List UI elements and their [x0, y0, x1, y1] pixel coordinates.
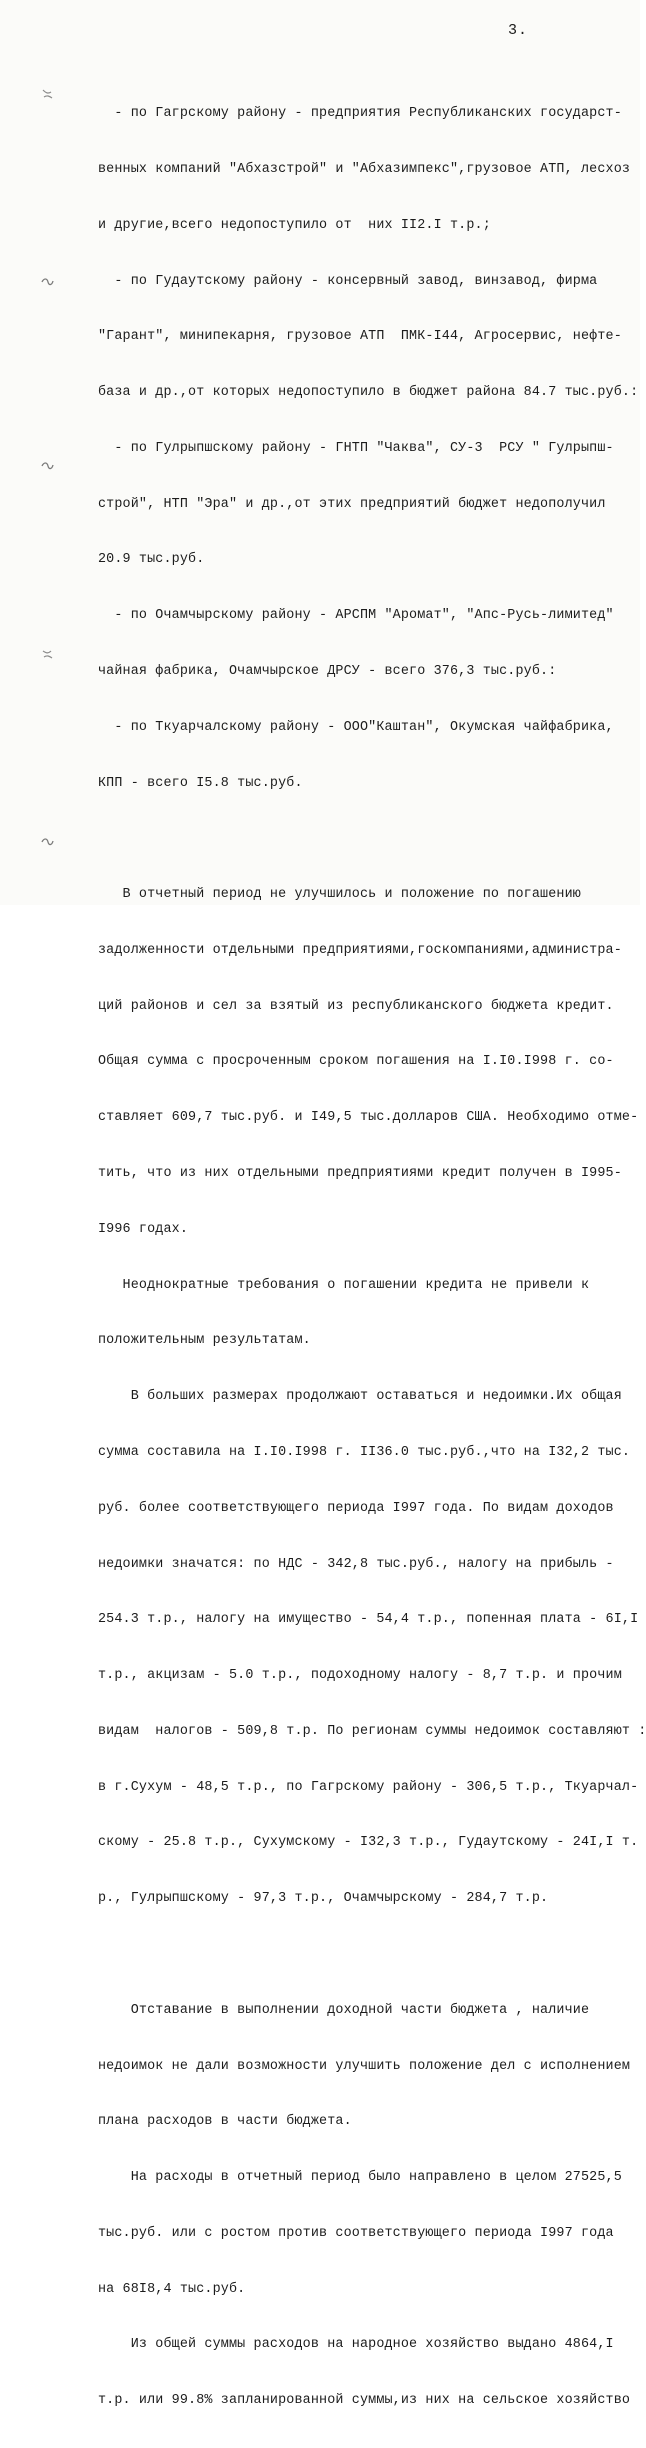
text-line: тить, что из них отдельными предприятиями кредит получен в I995- — [98, 1166, 622, 1182]
text-line: в г.Сухум - 48,5 т.р., по Гагрскому району - 306,5 т.р., Ткуарчал- — [98, 1779, 639, 1795]
text-line: В больших размерах продолжают оставаться и недоимки.Их общая — [98, 1389, 622, 1405]
text-line: - по Гудаутскому району - консервный завод, винзавод, фирма — [98, 273, 598, 289]
text-line: ставляет 609,7 тыс.руб. и I49,5 тыс.долларов США. Необходимо отме- — [98, 1110, 639, 1126]
text-line: В отчетный период не улучшилось и положение по погашению — [98, 887, 581, 903]
text-line: чайная фабрика, Очамчырское ДРСУ - всего 376,3 тыс.руб.: — [98, 664, 557, 679]
text-line: видам налогов - 509,8 т.р. По регионам суммы недоимок составляют : — [98, 1723, 646, 1739]
text-line: Неоднократные требования о погашении кредита не привели к — [98, 1277, 590, 1293]
text-line: 254.3 т.р., налогу на имущество - 54,4 т.р., попенная плата - 6I,I — [98, 1612, 639, 1628]
text-line: "Гарант", минипекарня, грузовое АТП ПМК-I44, Агросервис, нефте- — [98, 329, 622, 345]
binding-hole-mark — [40, 276, 54, 288]
text-line: тыс.руб. или с ростом против соответствующего периода I997 года — [98, 2225, 614, 2241]
binding-hole-mark — [40, 460, 54, 472]
text-line: задолженности отдельными предприятиями,госкомпаниями,администра- — [98, 942, 622, 958]
text-line: положительным результатам. — [98, 1333, 311, 1349]
text-line: и другие,всего недопоступило от них II2.I т.р.; — [98, 217, 491, 233]
text-line: - по Гагрскому району - предприятия Республиканских государст- — [98, 106, 622, 122]
text-line: КПП - всего I5.8 тыс.руб. — [98, 775, 303, 791]
text-line: сумма составила на I.I0.I998 г. II36.0 тыс.руб.,что на I32,2 тыс. — [98, 1444, 631, 1460]
text-line: ций районов и сел за взятый из республиканского бюджета кредит. — [98, 998, 614, 1014]
document-body — [98, 68, 646, 2448]
text-line: - по Очамчырскому району - АРСПМ "Аромат", "Апс-Русь-лимитед" — [98, 608, 614, 624]
text-line: недоимки значатся: по НДС - 342,8 тыс.руб., налогу на прибыль - — [98, 1556, 614, 1572]
text-line: На расходы в отчетный период было направлено в целом 27525,5 — [98, 2170, 622, 2186]
text-line: скому - 25.8 т.р., Сухумскому - I32,3 т.р., Гудаутскому - 24I,I т. — [98, 1835, 639, 1851]
binding-hole-mark — [40, 836, 54, 848]
text-line: руб. более соответствующего периода I997 года. По видам доходов — [98, 1500, 614, 1516]
text-line — [98, 1946, 618, 1965]
text-line: I996 годах. — [98, 1221, 189, 1237]
text-line: Из общей суммы расходов на народное хозяйство выдано 4864,I — [98, 2337, 614, 2353]
text-line: Отставание в выполнении доходной части бюджета , наличие — [98, 2002, 590, 2018]
text-line: - по Гулрыпшскому району - ГНТП "Чаква", СУ-3 РСУ " Гулрыпш- — [98, 440, 614, 456]
text-line: р., Гулрыпшскому - 97,3 т.р., Очамчырскому - 284,7 т.р. — [98, 1891, 549, 1907]
text-line: венных компаний "Абхазстрой" и "Абхазимпекс",грузовое АТП, лесхоз — [98, 161, 631, 177]
page-number: 3. — [508, 22, 529, 39]
text-line: база и др.,от которых недопоступило в бюджет района 84.7 тыс.руб.: — [98, 385, 639, 401]
text-line: строй", НТП "Эра" и др.,от этих предприятий бюджет недополучил — [98, 496, 606, 512]
text-line: Общая сумма с просроченным сроком погашения на I.I0.I998 г. со- — [98, 1054, 614, 1070]
text-line — [98, 830, 618, 849]
binding-hole-mark — [40, 88, 54, 100]
text-line: т.р., акцизам - 5.0 т.р., подоходному налогу - 8,7 т.р. и прочим — [98, 1668, 622, 1684]
text-line: 20.9 тыс.руб. — [98, 552, 205, 568]
text-line: на 68I8,4 тыс.руб. — [98, 2281, 246, 2297]
text-line: плана расходов в части бюджета. — [98, 2114, 352, 2130]
text-line: т.р. или 99.8% запланированной суммы,из них на сельское хозяйство — [98, 2393, 631, 2409]
text-line: недоимок не дали возможности улучшить положение дел с исполнением — [98, 2058, 631, 2074]
binding-hole-mark — [40, 648, 54, 660]
text-line: - по Ткуарчалскому району - ООО"Каштан", Окумская чайфабрика, — [98, 719, 614, 735]
